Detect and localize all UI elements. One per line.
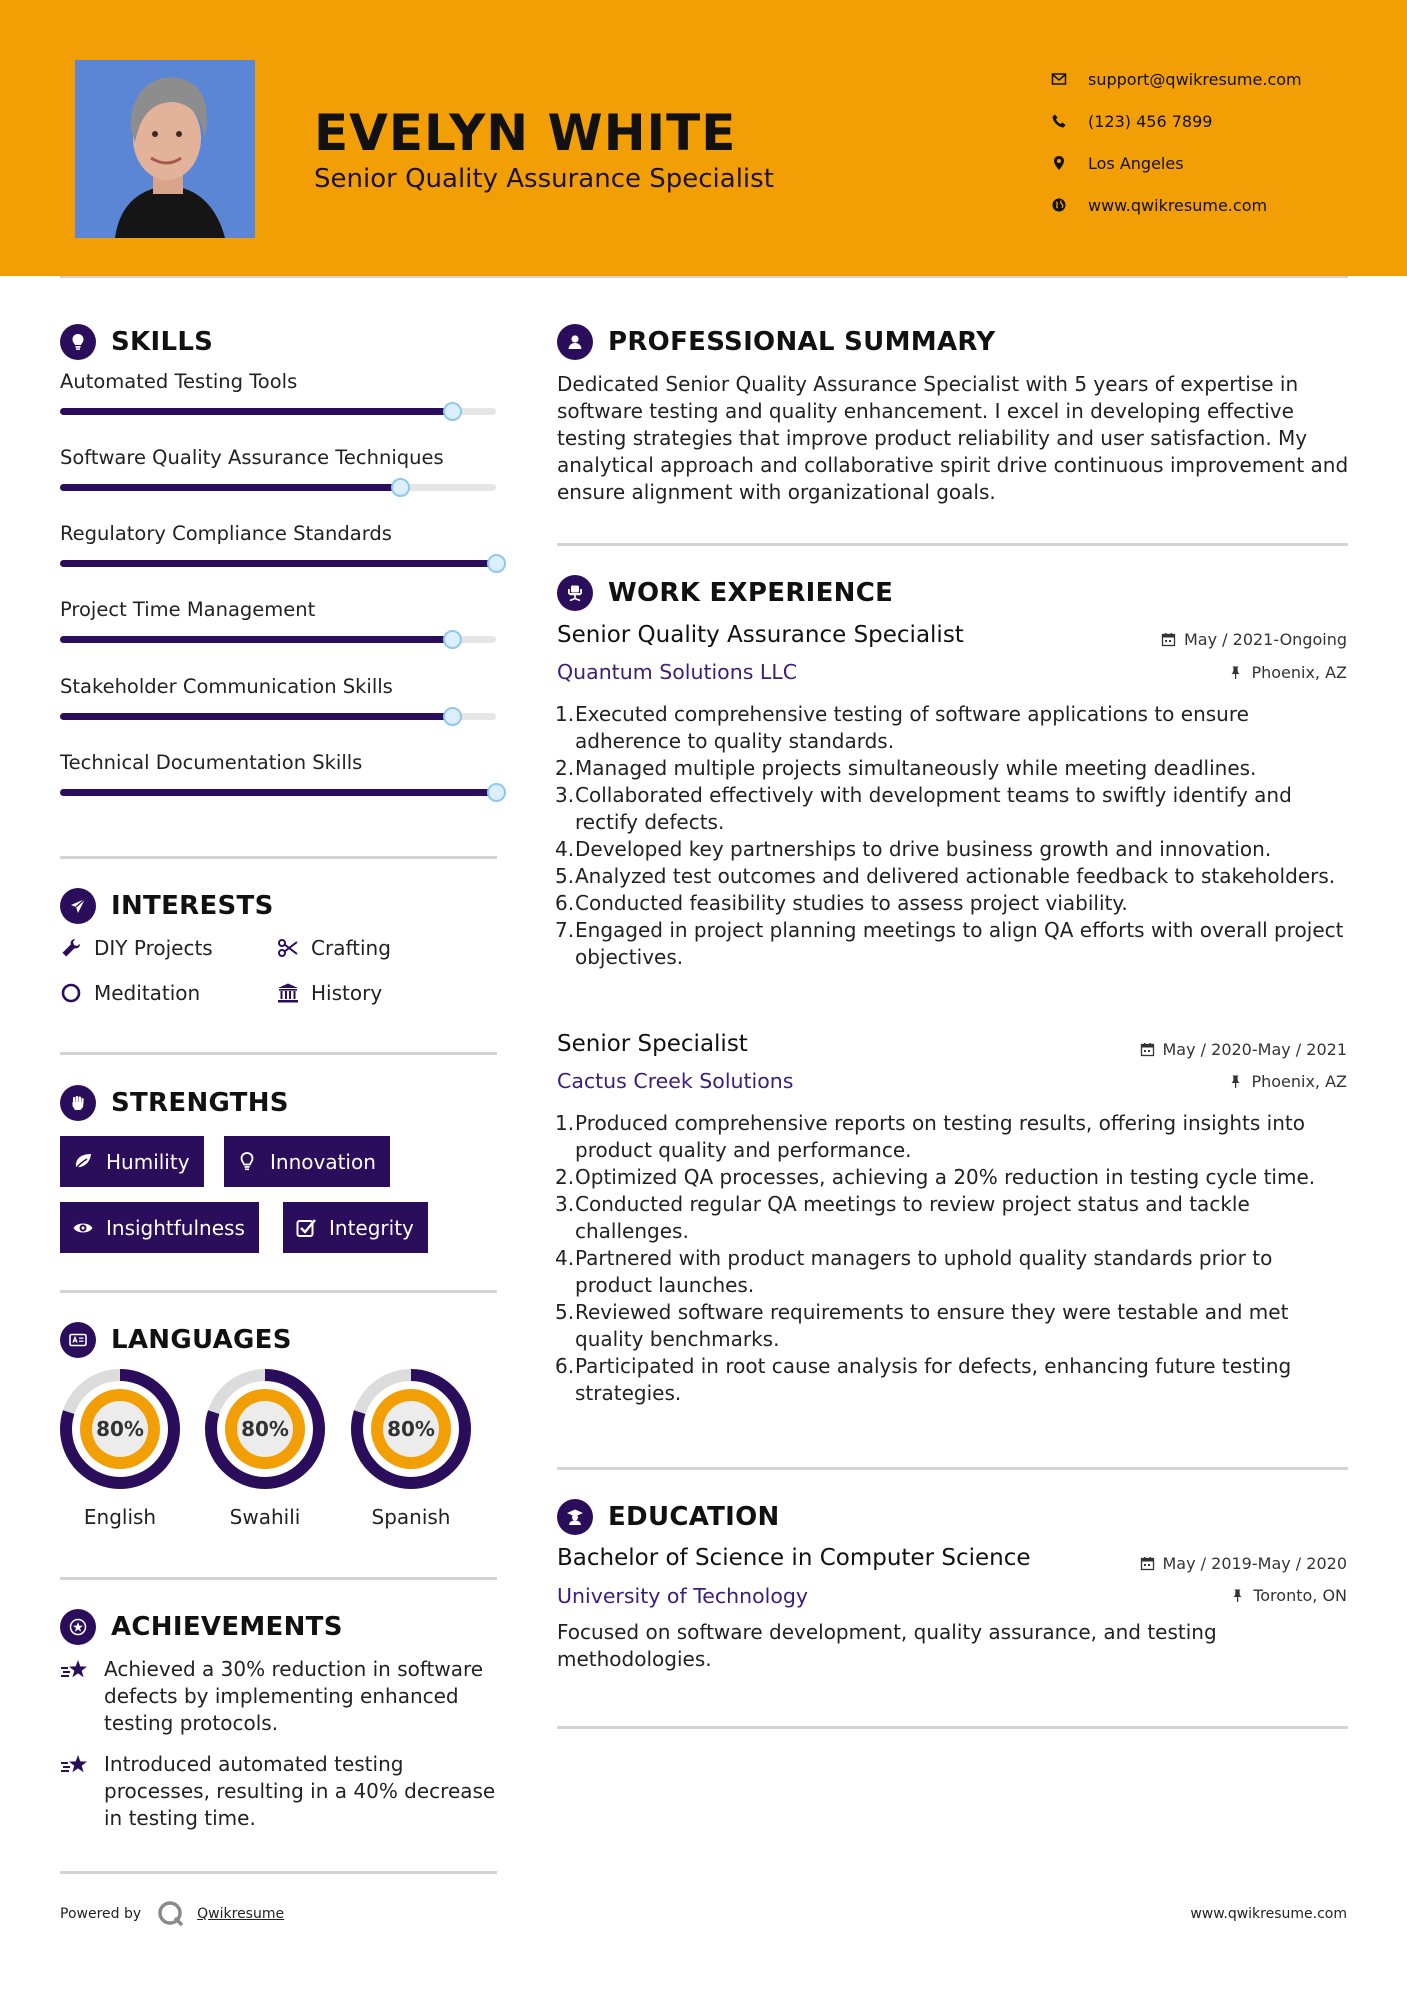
- skill-label: Regulatory Compliance Standards: [60, 522, 392, 545]
- job-bullet: Developed key partnerships to drive business growth and innovation.: [575, 837, 1272, 861]
- achievement-text: Achieved a 30% reduction in software defects by implementing enhanced testing protocols.: [104, 1657, 484, 1735]
- qwikresume-link[interactable]: Qwikresume: [197, 1906, 285, 1922]
- job-location: [1228, 1072, 1347, 1091]
- language-level: 80%: [241, 1417, 289, 1441]
- interest-label: DIY Projects: [94, 936, 213, 960]
- language-name: Swahili: [229, 1505, 301, 1529]
- contact-website[interactable]: [1048, 184, 1388, 226]
- office-chair-icon: [557, 575, 593, 611]
- interest-item: [60, 981, 200, 1005]
- contact-list: [1048, 58, 1388, 226]
- language-name: English: [83, 1505, 157, 1529]
- skill-item: [60, 598, 496, 621]
- skill-bar-fill: [60, 560, 496, 567]
- job-bullet: Conducted regular QA meetings to review project status and tackle challenges.: [575, 1192, 1250, 1243]
- strength-label: Insightfulness: [106, 1215, 245, 1240]
- job-bullet: Conducted feasibility studies to assess project viability.: [575, 891, 1128, 915]
- skill-bar: [60, 408, 496, 415]
- strength-tag: [60, 1136, 204, 1187]
- strength-tag: [283, 1202, 428, 1253]
- phone-icon: [1048, 112, 1070, 130]
- footer-powered-by: [60, 1898, 284, 1930]
- skill-item: [60, 751, 496, 774]
- skill-label: Project Time Management: [60, 598, 316, 621]
- experience-heading: [557, 575, 893, 611]
- skill-bar: [60, 484, 496, 491]
- language-donut: [203, 1367, 327, 1491]
- pushpin-icon: [1228, 665, 1243, 680]
- powered-by-text: Powered by: [60, 1906, 142, 1922]
- interests-title: INTERESTS: [111, 891, 274, 921]
- paper-plane-icon: [60, 888, 96, 924]
- section-divider: [60, 1577, 497, 1580]
- job-bullet: Collaborated effectively with development teams to swiftly identify and rectify defects.: [575, 783, 1292, 834]
- header-divider: [60, 276, 1348, 278]
- graduate-icon: [557, 1499, 593, 1535]
- education-description: Focused on software development, quality assurance, and testing methodologies.: [557, 1620, 1217, 1671]
- interest-item: [60, 936, 213, 960]
- contact-location: [1048, 142, 1388, 184]
- job-bullet: Executed comprehensive testing of software applications to ensure adherence to quality standards.: [575, 702, 1249, 753]
- language-item: [58, 1367, 182, 1529]
- interest-item: [277, 981, 382, 1005]
- skills-heading: [60, 324, 213, 360]
- job-title: Senior Quality Assurance Specialist: [557, 622, 964, 648]
- user-icon: [557, 324, 593, 360]
- job-bullet: Engaged in project planning meetings to align QA efforts with overall project objectives.: [575, 918, 1344, 969]
- summary-heading: [557, 324, 995, 360]
- checkbox-icon: [295, 1217, 317, 1239]
- strengths-title: STRENGTHS: [111, 1088, 289, 1118]
- candidate-name: EVELYN WHITE: [314, 104, 737, 162]
- interest-label: Crafting: [311, 936, 391, 960]
- scissors-icon: [277, 937, 299, 959]
- contact-phone[interactable]: [1048, 100, 1388, 142]
- job-bullet: Managed multiple projects simultaneously while meeting deadlines.: [575, 756, 1257, 780]
- skill-bar-knob: [443, 707, 462, 726]
- strength-tag: [60, 1202, 259, 1253]
- skill-bar-fill: [60, 789, 496, 796]
- footer-website[interactable]: www.qwikresume.com: [1190, 1906, 1347, 1922]
- skill-label: Software Quality Assurance Techniques: [60, 446, 444, 469]
- education-title: EDUCATION: [608, 1502, 780, 1532]
- globe-icon: [1048, 196, 1070, 214]
- education-location-text: Toronto, ON: [1253, 1586, 1347, 1605]
- section-divider: [60, 856, 497, 859]
- education-dates-text: May / 2019-May / 2020: [1162, 1554, 1347, 1573]
- pushpin-icon: [1228, 1074, 1243, 1089]
- language-level: 80%: [96, 1417, 144, 1441]
- job-bullet: Analyzed test outcomes and delivered actionable feedback to stakeholders.: [575, 864, 1336, 888]
- section-divider: [60, 1290, 497, 1293]
- job-bullets: [557, 701, 1355, 971]
- envelope-icon: [1048, 70, 1070, 88]
- pushpin-icon: [1230, 1588, 1245, 1603]
- achievements-title: ACHIEVEMENTS: [111, 1612, 343, 1642]
- skill-label: Technical Documentation Skills: [60, 751, 363, 774]
- section-divider: [557, 1467, 1348, 1470]
- section-divider: [557, 1726, 1348, 1729]
- language-item: [349, 1367, 473, 1529]
- job-location-text: Phoenix, AZ: [1251, 1072, 1347, 1091]
- company-name: Quantum Solutions LLC: [557, 660, 798, 684]
- degree-title: Bachelor of Science in Computer Science: [557, 1545, 1031, 1571]
- job-title: Senior Specialist: [557, 1031, 748, 1057]
- profile-photo: [75, 60, 255, 238]
- skills-title: SKILLS: [111, 327, 214, 357]
- language-level: 80%: [387, 1417, 435, 1441]
- education-dates: [1140, 1554, 1348, 1573]
- qwikresume-logo-icon: [155, 1898, 187, 1930]
- contact-email[interactable]: [1048, 58, 1388, 100]
- interest-item: [277, 936, 391, 960]
- map-pin-icon: [1048, 154, 1070, 172]
- company-name: Cactus Creek Solutions: [557, 1069, 794, 1093]
- skill-bar-fill: [60, 713, 452, 720]
- job-location: [1228, 663, 1347, 682]
- lightbulb-icon: [236, 1151, 258, 1173]
- calendar-icon: [1140, 1042, 1155, 1057]
- strengths-heading: [60, 1085, 289, 1121]
- skill-bar-knob: [487, 554, 506, 573]
- language-card-icon: [60, 1322, 96, 1358]
- job-dates-text: May / 2021-Ongoing: [1184, 630, 1347, 649]
- job-dates: [1140, 1040, 1348, 1059]
- candidate-role: Senior Quality Assurance Specialist: [314, 164, 774, 194]
- skill-bar: [60, 636, 496, 643]
- museum-icon: [277, 982, 299, 1004]
- skill-bar: [60, 560, 496, 567]
- calendar-icon: [1161, 632, 1176, 647]
- skill-bar-knob: [443, 402, 462, 421]
- achievement-text: Introduced automated testing processes, resulting in a 40% decrease in testing time.: [104, 1752, 496, 1830]
- contact-location-text: Los Angeles: [1088, 153, 1184, 173]
- contact-email-text: support@qwikresume.com: [1088, 69, 1302, 89]
- achievement-item: [60, 1656, 500, 1737]
- strength-tag: [224, 1136, 390, 1187]
- skill-bar: [60, 713, 496, 720]
- resume-header: [0, 0, 1407, 276]
- circle-icon: [60, 982, 82, 1004]
- job-bullet: Reviewed software requirements to ensure they were testable and met quality benchmarks.: [575, 1300, 1289, 1351]
- contact-website-text: www.qwikresume.com: [1088, 195, 1268, 215]
- skill-item: [60, 675, 496, 698]
- calendar-icon: [1140, 1556, 1155, 1571]
- section-divider: [60, 1052, 497, 1055]
- education-heading: [557, 1499, 780, 1535]
- language-donut: [349, 1367, 473, 1491]
- experience-title: WORK EXPERIENCE: [608, 578, 894, 608]
- job-bullet: Partnered with product managers to uphold quality standards prior to product launches.: [575, 1246, 1273, 1297]
- summary-title: PROFESSIONAL SUMMARY: [608, 327, 996, 357]
- eye-icon: [72, 1217, 94, 1239]
- contact-phone-text: (123) 456 7899: [1088, 111, 1213, 131]
- section-divider: [557, 543, 1348, 546]
- skill-label: Stakeholder Communication Skills: [60, 675, 393, 698]
- wrench-icon: [60, 937, 82, 959]
- skill-bar-knob: [487, 783, 506, 802]
- raised-fist-icon: [60, 1085, 96, 1121]
- languages-heading: [60, 1322, 292, 1358]
- skill-bar: [60, 789, 496, 796]
- strength-label: Humility: [106, 1149, 190, 1174]
- education-location: [1230, 1586, 1347, 1605]
- strength-label: Integrity: [329, 1215, 414, 1240]
- interest-label: Meditation: [94, 981, 201, 1005]
- skill-label: Automated Testing Tools: [60, 370, 298, 393]
- leaf-icon: [72, 1151, 94, 1173]
- job-bullet: Participated in root cause analysis for defects, enhancing future testing strategies.: [575, 1354, 1292, 1405]
- summary-text: Dedicated Senior Quality Assurance Specialist with 5 years of expertise in software testing and quality enhancement. I excel in developing effective testing strategies that improve product reliability and user satisfaction. My analytical approach and collaborative spirit drive continuous improvement and ensure alignment with organizational goals.: [557, 372, 1349, 504]
- interest-label: History: [311, 981, 383, 1005]
- language-item: [203, 1367, 327, 1529]
- skill-item: [60, 446, 496, 469]
- language-donut: [58, 1367, 182, 1491]
- strength-label: Innovation: [270, 1149, 376, 1174]
- job-bullet: Produced comprehensive reports on testing results, offering insights into product quality and performance.: [575, 1111, 1305, 1162]
- job-bullets: [557, 1110, 1355, 1407]
- skill-item: [60, 522, 496, 545]
- skill-bar-knob: [391, 478, 410, 497]
- job-bullet: Optimized QA processes, achieving a 20% reduction in testing cycle time.: [575, 1165, 1316, 1189]
- job-location-text: Phoenix, AZ: [1251, 663, 1347, 682]
- shooting-star-icon: [60, 1658, 90, 1684]
- lightbulb-icon: [60, 324, 96, 360]
- skill-item: [60, 370, 496, 393]
- skill-bar-fill: [60, 408, 452, 415]
- job-dates-text: May / 2020-May / 2021: [1162, 1040, 1347, 1059]
- skill-bar-fill: [60, 484, 400, 491]
- achievements-heading: [60, 1609, 343, 1645]
- shooting-star-icon: [60, 1753, 90, 1779]
- skill-bar-knob: [443, 630, 462, 649]
- interests-heading: [60, 888, 274, 924]
- section-divider: [60, 1871, 497, 1874]
- language-name: Spanish: [371, 1505, 451, 1529]
- school-name: University of Technology: [557, 1584, 809, 1608]
- languages-title: LANGUAGES: [111, 1325, 292, 1355]
- achievement-item: [60, 1751, 500, 1832]
- star-badge-icon: [60, 1609, 96, 1645]
- job-dates: [1161, 630, 1347, 649]
- skill-bar-fill: [60, 636, 452, 643]
